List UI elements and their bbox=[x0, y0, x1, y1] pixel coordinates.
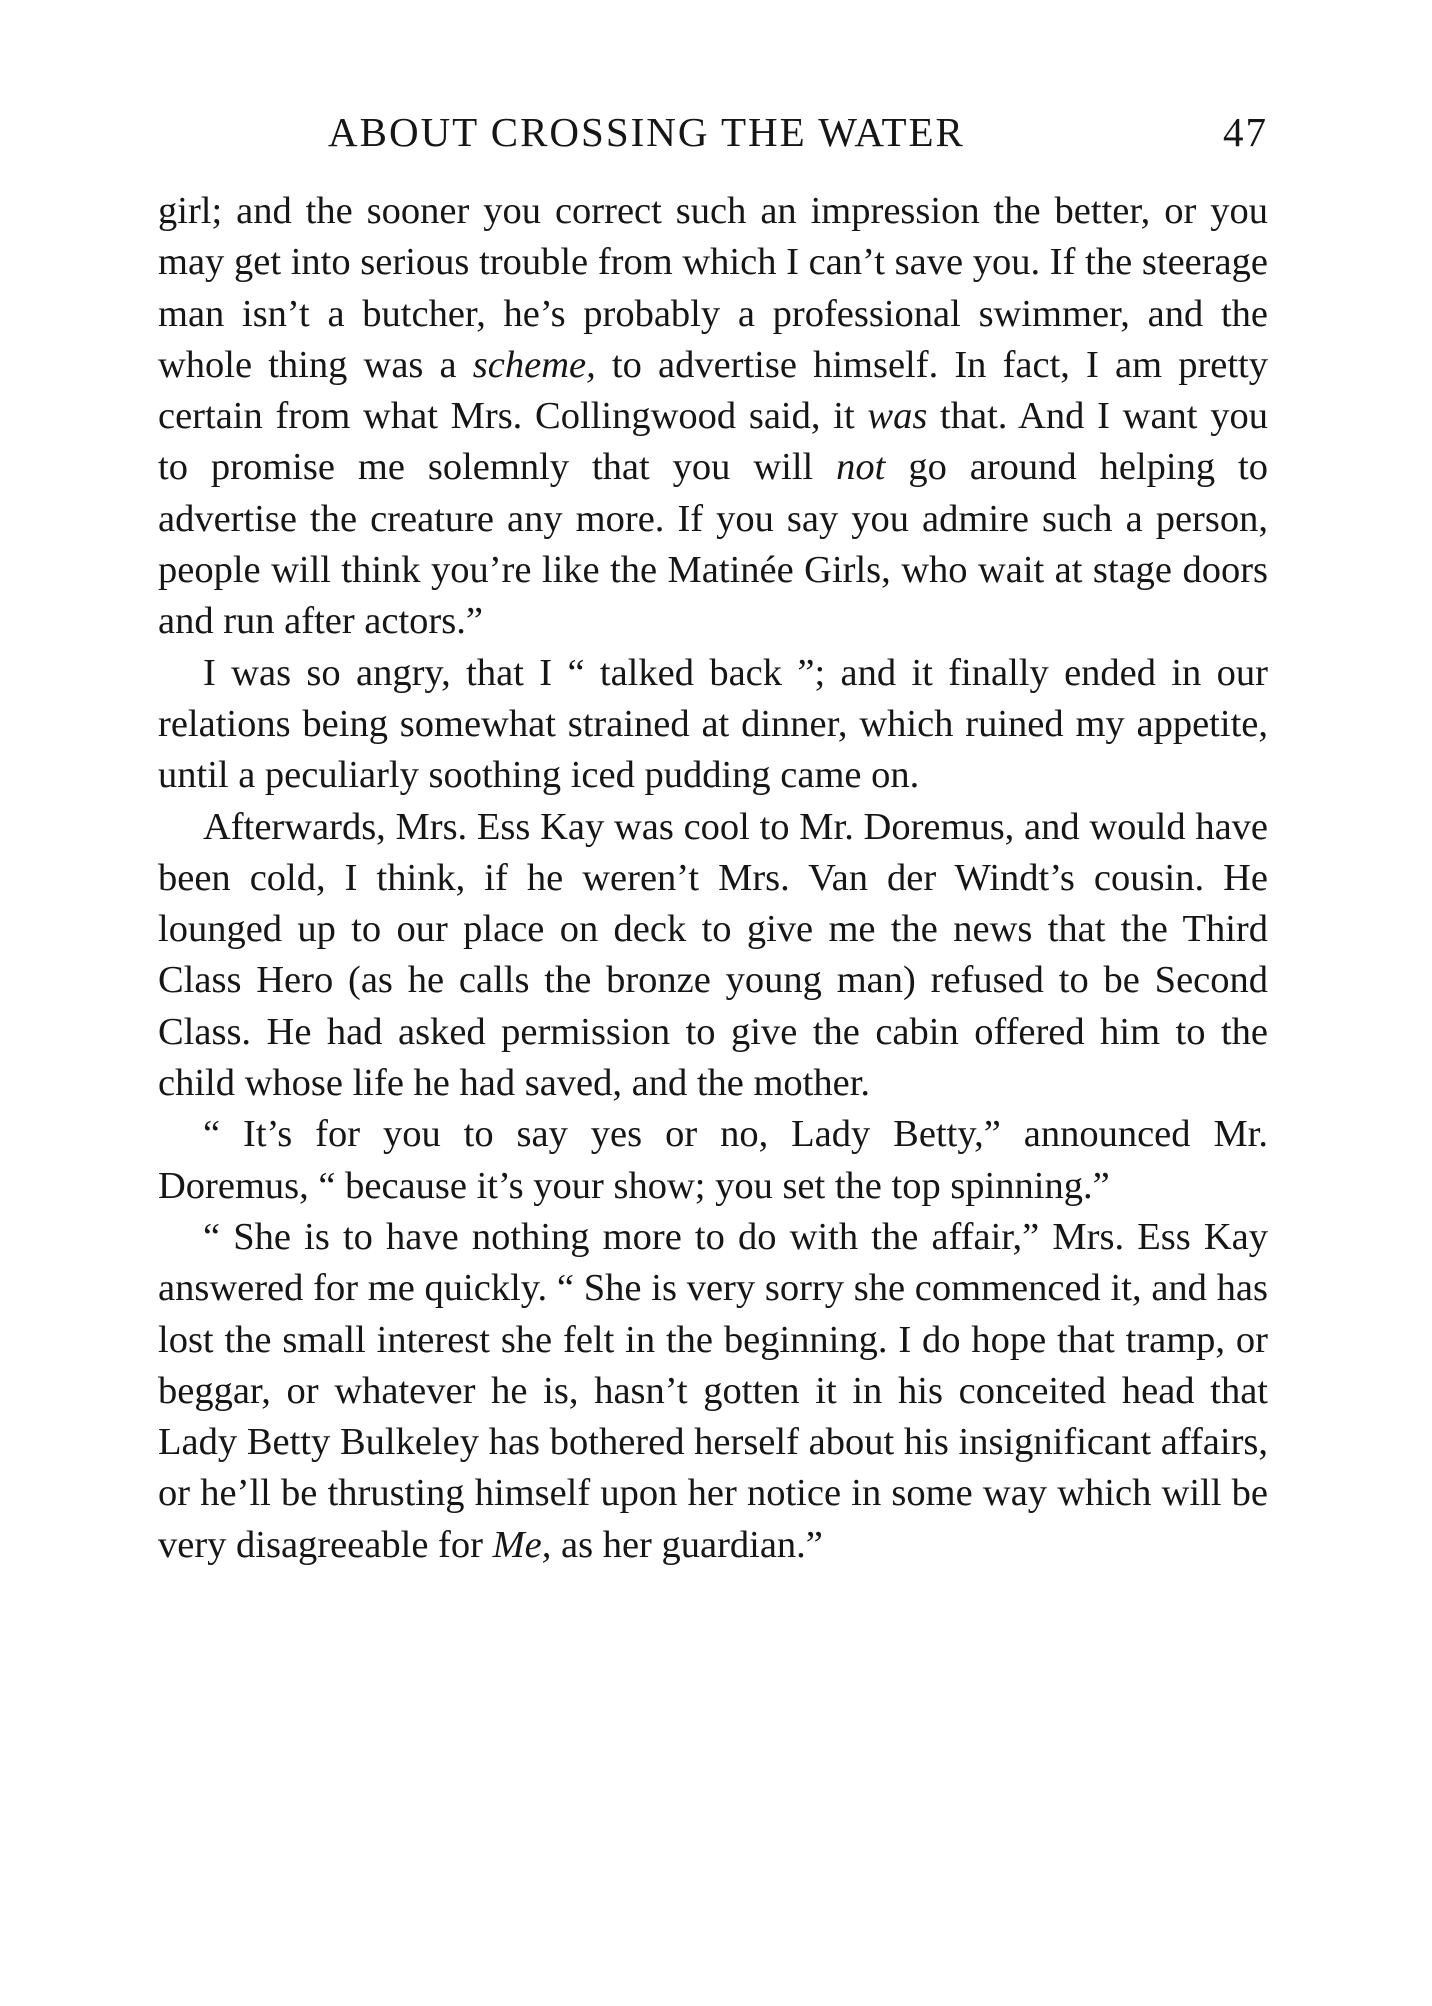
text-run: that. And I want you to promise me solemnly that you will bbox=[158, 395, 1268, 489]
text-run: go around helping to advertise the creature any more. If you say you admire such a person, people will think you’re like the Matinée Girls, who wait at stage doors and run after actors.” bbox=[158, 446, 1268, 643]
text-run: as her guardian.” bbox=[551, 1523, 823, 1566]
text-run: girl; and the sooner you correct such an impression the better, or you may get into serious trouble from which I can’t save you. If the steerage man isn’t a butcher, he’s probably a professional swimmer, and the whole thing was a bbox=[158, 190, 1268, 386]
text-run: “ She is to have nothing more to do with the affair,” Mrs. Ess Kay answered for me quickly. “ She is very sorry she commenced it, and has lost the small interest she felt in the beginning. I do hope that tramp, or beggar, or whatever he is, hasn’t gotten it in his conceited head that Lady Betty Bulkeley has bothered herself about his insignificant affairs, or he’ll be thrusting himself upon her notice in some way which will be very disagreeable for bbox=[158, 1215, 1268, 1566]
body-text bbox=[158, 186, 1268, 1571]
emphasis-was: was bbox=[867, 395, 928, 438]
running-head bbox=[158, 108, 1268, 168]
emphasis-me: Me, bbox=[492, 1523, 552, 1566]
paragraph-4: “ It’s for you to say yes or no, Lady Betty,” announced Mr. Doremus, “ because it’s your show; you set the top spinning.” bbox=[158, 1113, 1268, 1207]
text-run: to advertise himself. In fact, I am pretty certain from what Mrs. Collingwood said, it bbox=[158, 343, 1268, 438]
emphasis-scheme: scheme, bbox=[472, 343, 596, 386]
page-number: 47 bbox=[1223, 109, 1268, 155]
book-page bbox=[158, 108, 1268, 1571]
running-head-title: ABOUT CROSSING THE WATER bbox=[328, 109, 965, 155]
emphasis-not: not bbox=[836, 446, 886, 489]
paragraph-3: Afterwards, Mrs. Ess Kay was cool to Mr. Doremus, and would have been cold, I think, if he weren’t Mrs. Van der Windt’s cousin. He lounged up to our place on deck to give me the news that the Third Class Hero (as he calls the bronze young man) refused to be Second Class. He had asked permission to give the cabin offered him to the child whose life he had saved, and the mother. bbox=[158, 805, 1268, 1105]
paragraph-5 bbox=[158, 1212, 1268, 1571]
paragraph-1 bbox=[158, 186, 1268, 648]
paragraph-2: I was so angry, that I “ talked back ”; and it finally ended in our relations being somewhat strained at dinner, which ruined my appetite, until a peculiarly soothing iced pudding came on. bbox=[158, 651, 1268, 797]
